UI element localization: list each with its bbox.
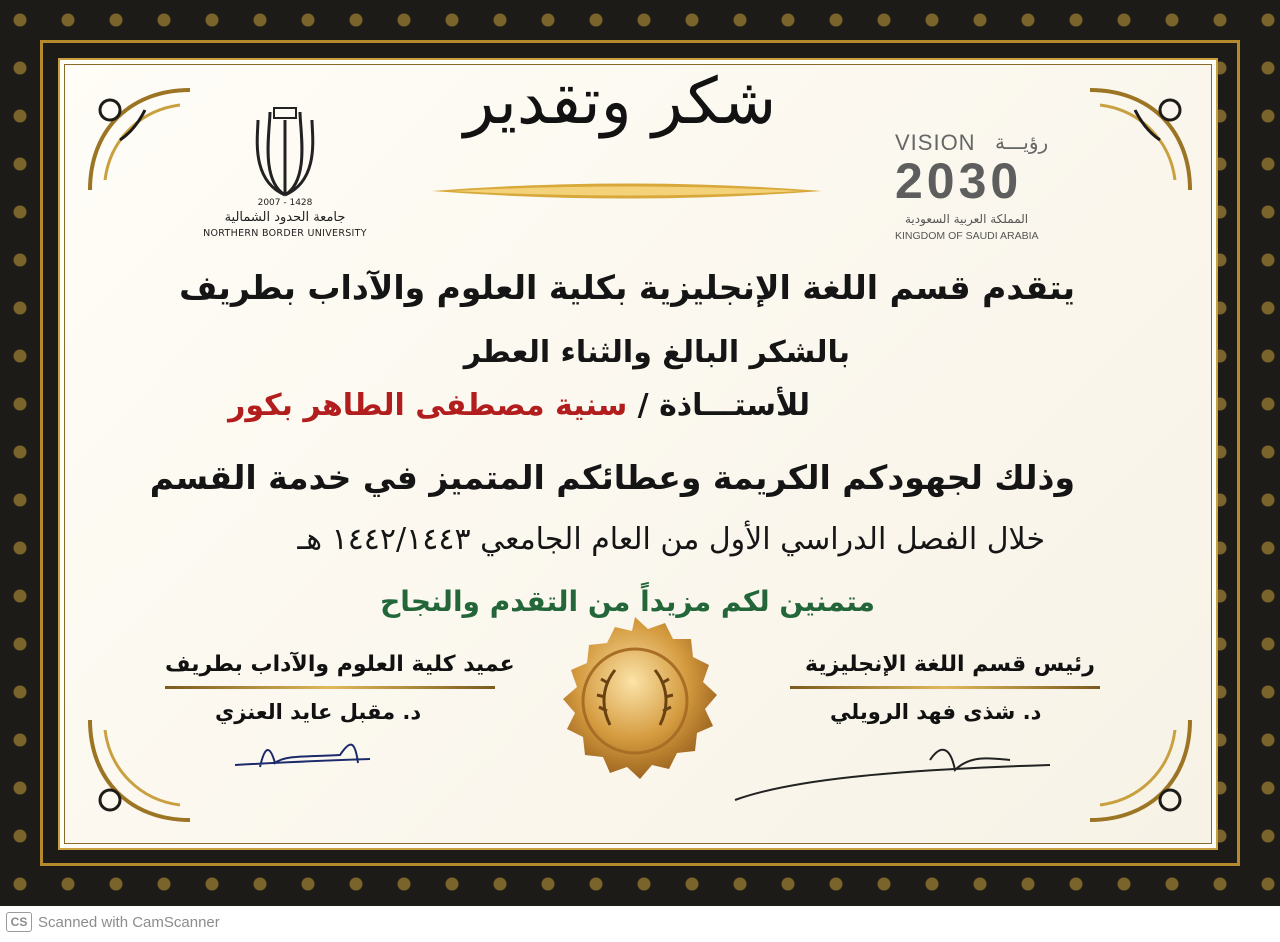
corner-ornament-icon bbox=[80, 710, 200, 830]
head-title: رئيس قسم اللغة الإنجليزية bbox=[805, 652, 1095, 677]
university-name-ar: جامعة الحدود الشمالية bbox=[224, 210, 346, 225]
body-line-5: خلال الفصل الدراسي الأول من العام الجامعي ١٤٤٢/١٤٤٣ هـ bbox=[297, 522, 1045, 557]
dean-signature-icon bbox=[230, 735, 420, 775]
body-line-2: بالشكر البالغ والثناء العطر bbox=[463, 335, 850, 370]
certificate-title: شكر وتقدير bbox=[463, 65, 777, 139]
dean-underline bbox=[165, 686, 495, 689]
wish-line: متمنين لكم مزيداً من التقدم والنجاح bbox=[380, 585, 875, 618]
dean-name: د. مقبل عايد العنزي bbox=[215, 700, 422, 724]
kingdom-en: KINGDOM OF SAUDI ARABIA bbox=[895, 230, 1039, 242]
recipient-name: سنية مصطفى الطاهر بكور bbox=[228, 388, 628, 423]
corner-ornament-icon bbox=[1080, 710, 1200, 830]
head-underline bbox=[790, 686, 1100, 689]
corner-ornament-icon bbox=[80, 80, 200, 200]
head-signature-icon bbox=[730, 740, 1070, 810]
corner-ornament-icon bbox=[1080, 80, 1200, 200]
vision-year: 2030 bbox=[895, 153, 1023, 209]
title-ornament-icon bbox=[432, 176, 822, 206]
dean-title: عميد كلية العلوم والآداب بطريف bbox=[165, 652, 515, 677]
head-name: د. شذى فهد الرويلي bbox=[830, 700, 1042, 724]
body-line-4: وذلك لجهودكم الكريمة وعطائكم المتميز في خدمة القسم bbox=[149, 458, 1075, 497]
recipient-line bbox=[228, 388, 810, 423]
vision-2030-logo bbox=[895, 130, 1075, 250]
vision-word: VISION bbox=[895, 130, 976, 155]
camscanner-icon: CS bbox=[6, 912, 32, 932]
scanner-footer-text: Scanned with CamScanner bbox=[38, 913, 220, 931]
gold-seal-icon bbox=[545, 615, 725, 795]
vision-ar: رؤيـــة bbox=[995, 130, 1049, 154]
recipient-prefix: للأستـــاذة / bbox=[627, 388, 810, 423]
university-year: 2007 - 1428 bbox=[257, 198, 313, 208]
body-line-1: يتقدم قسم اللغة الإنجليزية بكلية العلوم والآداب بطريف bbox=[179, 268, 1075, 307]
university-name-en: NORTHERN BORDER UNIVERSITY bbox=[203, 228, 367, 239]
kingdom-ar: المملكة العربية السعودية bbox=[905, 212, 1029, 226]
university-logo bbox=[200, 100, 370, 250]
scanner-footer bbox=[6, 912, 220, 932]
